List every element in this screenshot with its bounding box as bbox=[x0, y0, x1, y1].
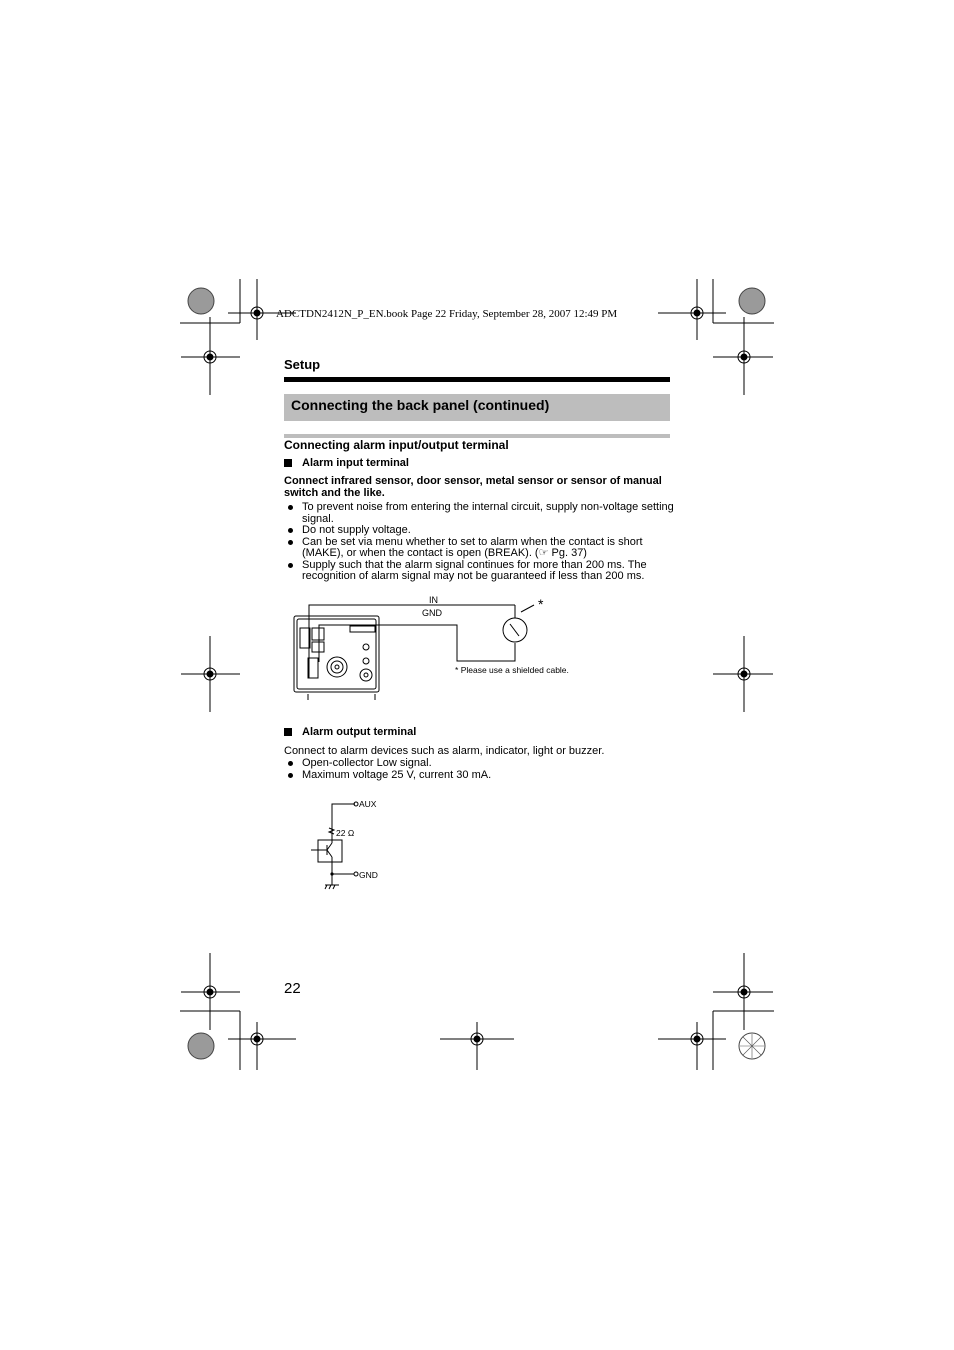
section-label: Setup bbox=[284, 357, 321, 372]
page-number: 22 bbox=[284, 980, 301, 997]
asterisk-mark: * bbox=[538, 596, 544, 612]
alarm-input-intro: Connect infrared sensor, door sensor, metal sensor or sensor of manual switch and the like. bbox=[284, 475, 662, 499]
label-gnd: GND bbox=[422, 608, 442, 618]
page-title: Connecting the back panel (continued) bbox=[291, 397, 550, 413]
alarm-output-bullets bbox=[284, 758, 674, 781]
alarm-input-bullets bbox=[284, 502, 674, 583]
registration-target-icon bbox=[188, 1033, 214, 1059]
registration-target-icon bbox=[739, 288, 765, 314]
label-resistor: 22 Ω bbox=[336, 828, 355, 838]
list-item: To prevent noise from entering the internal circuit, supply non-voltage setting signal. bbox=[284, 502, 674, 525]
list-item: Supply such that the alarm signal continues for more than 200 ms. The recognition of alarm signal may not be guaranteed if less than 200 ms. bbox=[284, 560, 674, 583]
square-bullet-icon bbox=[284, 459, 292, 467]
note-text: Please use a shielded cable. bbox=[460, 665, 569, 675]
asterisk-mark: * bbox=[455, 665, 459, 675]
list-item: Open-collector Low signal. bbox=[284, 758, 674, 770]
alarm-output-intro: Connect to alarm devices such as alarm, indicator, light or buzzer. bbox=[284, 745, 605, 757]
alarm-output-heading: Alarm output terminal bbox=[302, 726, 417, 738]
list-item: Can be set via menu whether to set to alarm when the contact is short (MAKE), or when the contact is open (BREAK). (☞ Pg. 37) bbox=[284, 537, 674, 560]
subheading: Connecting alarm input/output terminal bbox=[284, 438, 509, 452]
label-in: IN bbox=[429, 595, 438, 605]
list-item: Maximum voltage 25 V, current 30 mA. bbox=[284, 770, 674, 782]
registration-target-icon bbox=[188, 288, 214, 314]
label-aux: AUX bbox=[359, 799, 377, 809]
list-item: Do not supply voltage. bbox=[284, 525, 674, 537]
square-bullet-icon bbox=[284, 728, 292, 736]
header-rule bbox=[284, 377, 670, 382]
book-header: ADCTDN2412N_P_EN.book Page 22 Friday, September 28, 2007 12:49 PM bbox=[276, 308, 618, 320]
shielded-cable-note bbox=[455, 665, 569, 675]
label-gnd-output: GND bbox=[359, 870, 378, 880]
alarm-input-heading: Alarm input terminal bbox=[302, 457, 409, 469]
alarm-output-circuit bbox=[305, 795, 395, 895]
